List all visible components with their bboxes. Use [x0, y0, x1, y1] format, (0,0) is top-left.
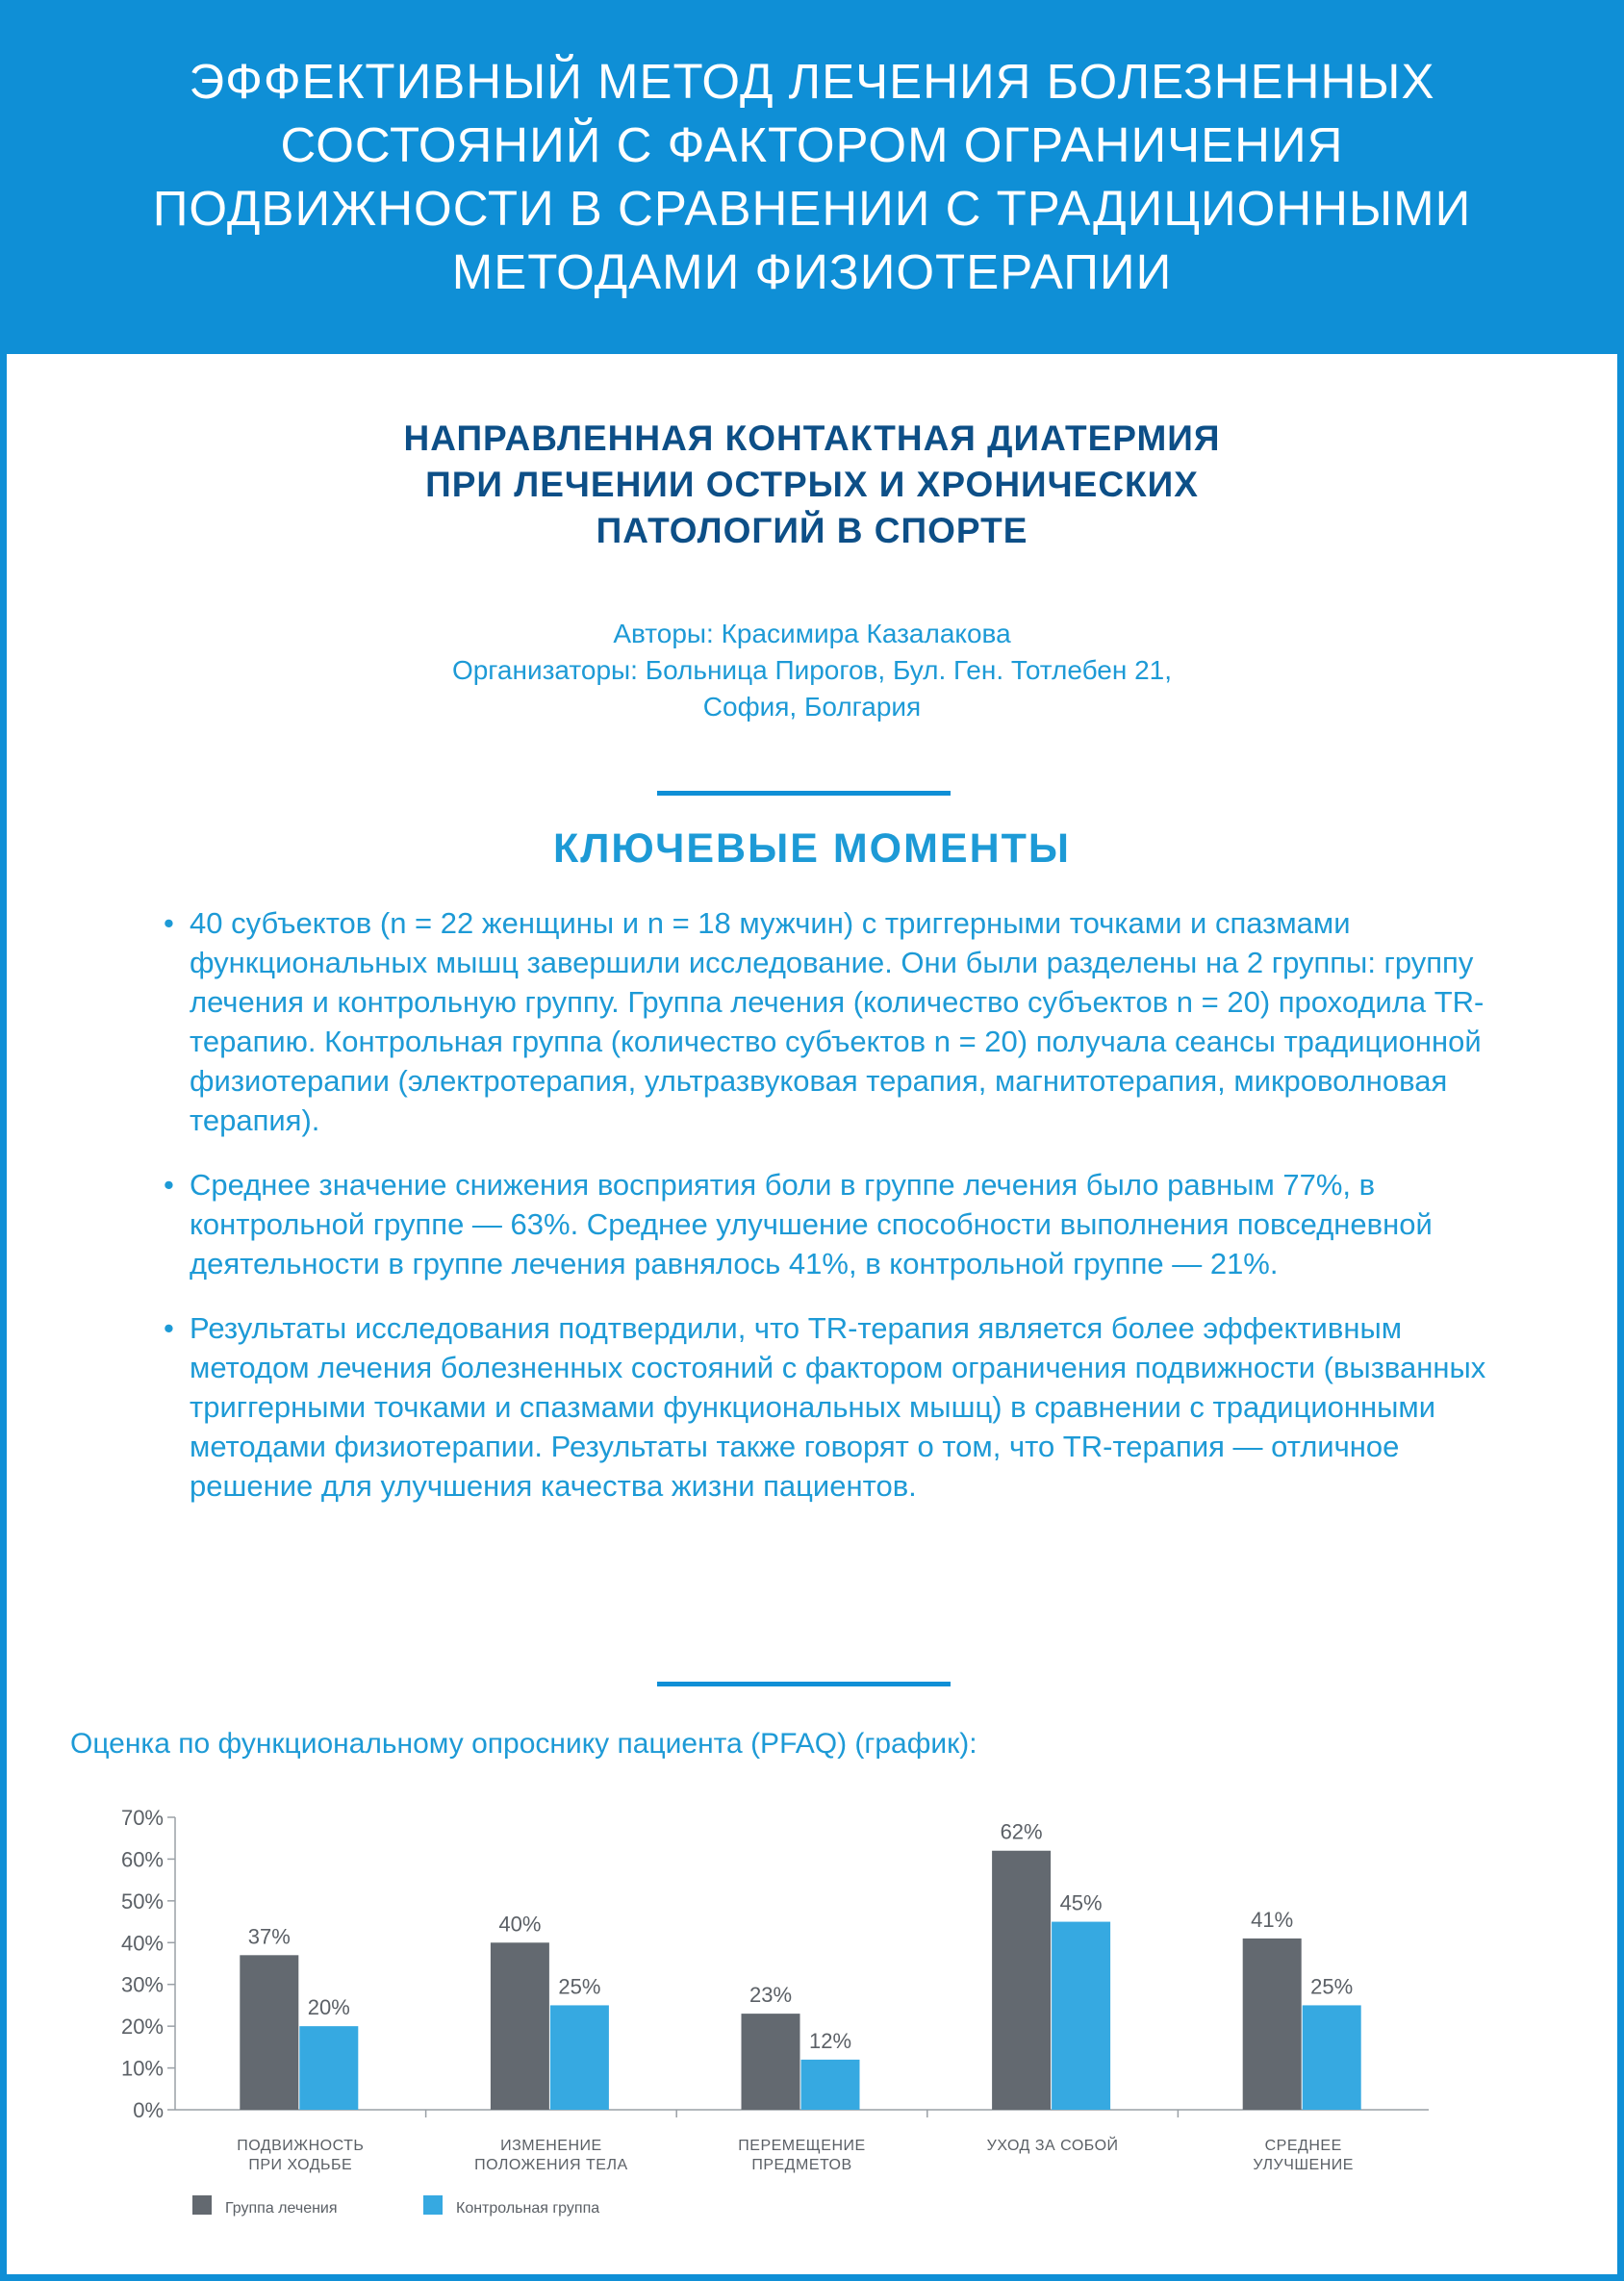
- bar: [1243, 1939, 1302, 2110]
- y-tick-label: 20%: [120, 2015, 164, 2040]
- key-point-item: [164, 1308, 1510, 1506]
- y-tick-label: 60%: [120, 1847, 164, 1872]
- category-label: ИЗМЕНЕНИЕ: [500, 2138, 602, 2154]
- y-tick-label: 40%: [120, 1931, 164, 1956]
- bar-value-label: 45%: [1059, 1890, 1103, 1915]
- bar: [801, 2060, 860, 2110]
- bar-value-label: 20%: [307, 1995, 350, 2020]
- header-banner: [0, 0, 1624, 354]
- y-tick-label: 70%: [120, 1806, 164, 1830]
- category-label: ПОДВИЖНОСТЬ: [237, 2138, 365, 2154]
- category-label: УХОД ЗА СОБОЙ: [986, 2138, 1119, 2154]
- bar: [742, 2014, 800, 2110]
- bar: [491, 1942, 549, 2110]
- divider-bottom: [657, 1682, 951, 1686]
- authors-block: [0, 616, 1624, 725]
- legend-swatch: [423, 2195, 443, 2215]
- bar-value-label: 40%: [498, 1912, 542, 1937]
- main-title: ЭФФЕКТИВНЫЙ МЕТОД ЛЕЧЕНИЯ БОЛЕЗНЕННЫХ СОСТОЯНИЙ С ФАКТОРОМ ОГРАНИЧЕНИЯ ПОДВИЖНОСТИ В СРАВНЕНИИ С ТРАДИЦИОННЫМИ МЕТОДАМИ ФИЗИОТЕРАПИИ: [152, 54, 1472, 299]
- chart-heading: Оценка по функциональному опроснику пациента (PFAQ) (график):: [70, 1728, 977, 1760]
- bar-value-label: 41%: [1251, 1907, 1294, 1932]
- bar-value-label: 23%: [749, 1983, 793, 2008]
- subtitle: НАПРАВЛЕННАЯ КОНТАКТНАЯ ДИАТЕРМИЯ ПРИ ЛЕЧЕНИИ ОСТРЫХ И ХРОНИЧЕСКИХ ПАТОЛОГИЙ В СПОРТЕ: [403, 418, 1221, 550]
- key-point-item: [164, 1165, 1510, 1283]
- key-point-item: [164, 903, 1510, 1140]
- authors-line: Авторы: Красимира Казалакова: [613, 619, 1011, 648]
- bullet-icon: •: [164, 1311, 174, 1345]
- category-label: ПРИ ХОДЬБЕ: [248, 2157, 353, 2173]
- organizers-line: Организаторы: Больница Пирогов, Бул. Ген. Тотлебен 21,: [451, 655, 1173, 685]
- y-tick-label: 0%: [133, 2098, 164, 2122]
- key-point-text: 40 субъектов (n = 22 женщины и n = 18 мужчин) с триггерными точками и спазмами функциональных мышц завершили исследование. Они были разделены на 2 группы: группу лечения и контрольную группу. Группа лечения (количество субъектов n = 20) проходила TR-терапию. Контрольная группа (количество субъектов n = 20) получала сеансы традиционной физиотерапии (электротерапия, ультразвуковая терапия, магнитотерапия, микроволновая терапия).: [190, 906, 1484, 1137]
- legend-swatch: [192, 2195, 212, 2215]
- category-label: СРЕДНЕЕ: [1264, 2138, 1342, 2154]
- bar: [992, 1851, 1051, 2110]
- legend-label: Группа лечения: [225, 2200, 338, 2217]
- bar: [240, 1955, 298, 2110]
- bullet-icon: •: [164, 906, 174, 940]
- bar: [1052, 1922, 1110, 2110]
- y-tick-label: 50%: [120, 1888, 164, 1914]
- y-tick-label: 10%: [120, 2056, 164, 2081]
- y-tick-label: 30%: [120, 1972, 164, 1997]
- bar: [550, 2005, 609, 2110]
- bar-value-label: 62%: [1000, 1819, 1043, 1844]
- category-label: ПЕРЕМЕЩЕНИЕ: [738, 2138, 866, 2154]
- bar-value-label: 25%: [1310, 1974, 1354, 1999]
- pfaq-bar-chart: [0, 1789, 1624, 2251]
- legend-label: Контрольная группа: [456, 2200, 600, 2217]
- bullet-icon: •: [164, 1168, 174, 1202]
- bar-value-label: 37%: [247, 1924, 291, 1949]
- key-points-list: [164, 903, 1510, 1531]
- divider-top: [657, 791, 951, 796]
- key-point-text: Среднее значение снижения восприятия боли в группе лечения было равным 77%, в контрольной группе — 63%. Среднее улучшение способности выполнения повседневной деятельности в группе лечения равнялось 41%, в контрольной группе — 21%.: [190, 1168, 1433, 1280]
- bar-value-label: 12%: [808, 2028, 852, 2053]
- category-label: ПРЕДМЕТОВ: [751, 2157, 852, 2173]
- bar-value-label: 25%: [558, 1974, 601, 1999]
- key-point-text: Результаты исследования подтвердили, что TR-терапия является более эффективным методом лечения болезненных состояний с фактором ограничения подвижности (вызванных триггерными точками и спазмами функциональных мышц) в сравнении с традиционными методами физиотерапии. Результаты также говорят о том, что TR-терапия — отличное решение для улучшения качества жизни пациентов.: [190, 1311, 1486, 1503]
- bar: [1303, 2005, 1361, 2110]
- bar: [299, 2026, 358, 2110]
- category-label: ПОЛОЖЕНИЯ ТЕЛА: [474, 2157, 628, 2173]
- category-label: УЛУЧШЕНИЕ: [1253, 2157, 1354, 2173]
- location-line: София, Болгария: [702, 692, 922, 722]
- key-points-title: КЛЮЧЕВЫЕ МОМЕНТЫ: [552, 825, 1072, 872]
